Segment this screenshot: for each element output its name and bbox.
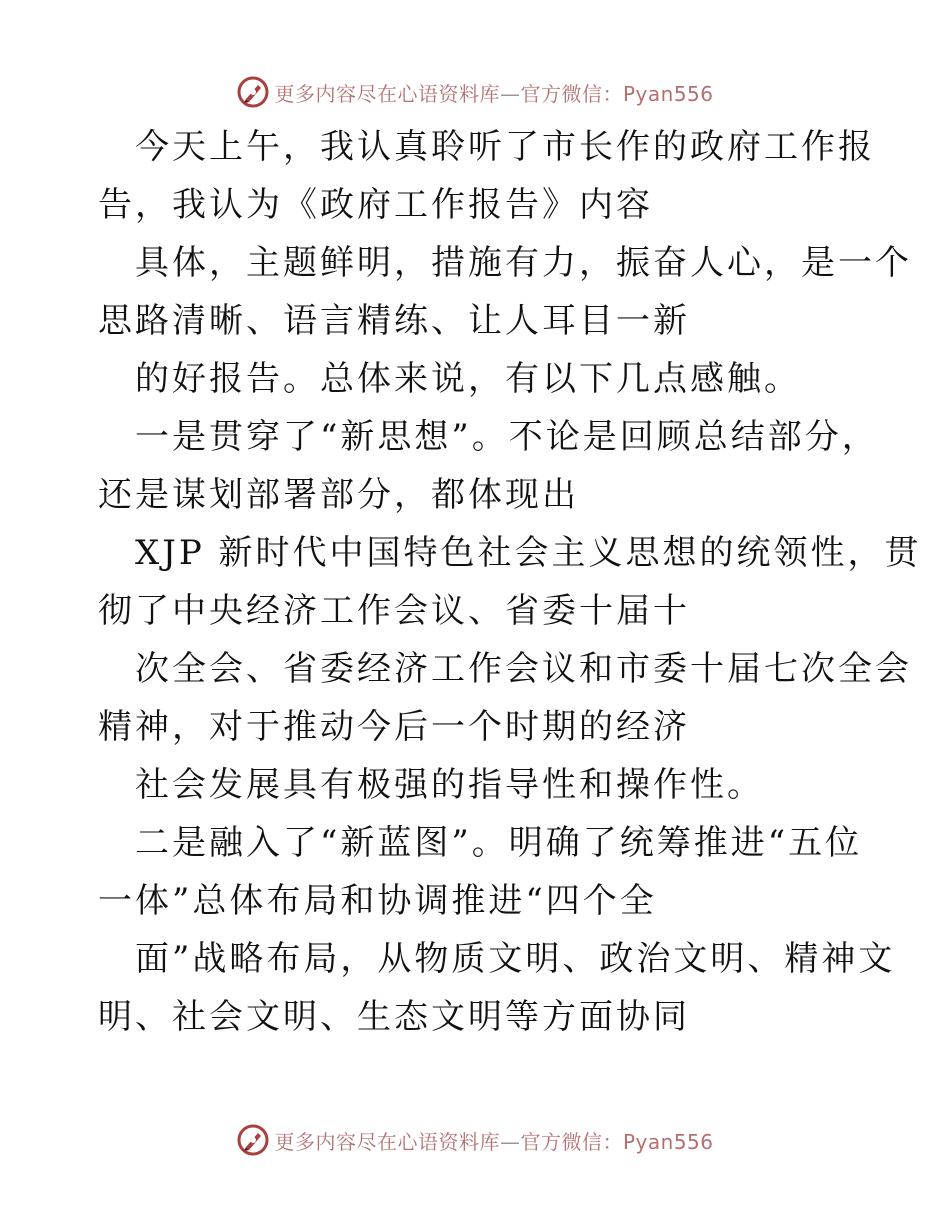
pen-logo-icon bbox=[236, 1123, 270, 1157]
paragraph-line: 明、社会文明、生态文明等方面协同 bbox=[98, 997, 690, 1037]
pen-logo-icon bbox=[236, 75, 270, 109]
paragraph bbox=[98, 408, 879, 524]
paragraph-line: 的好报告。总体来说，有以下几点感触。 bbox=[135, 359, 801, 399]
paragraph-line: 还是谋划部署部分，都体现出 bbox=[98, 475, 579, 515]
watermark-text: 更多内容尽在心语资料库—官方微信：Pyan556 bbox=[274, 81, 714, 106]
paragraph-line: 告，我认为《政府工作报告》内容 bbox=[98, 185, 653, 225]
document-body bbox=[98, 118, 922, 1046]
header-watermark bbox=[0, 72, 950, 112]
footer-watermark bbox=[0, 1120, 950, 1160]
paragraph bbox=[98, 350, 858, 408]
paragraph-line: 二是融入了“新蓝图”。明确了统筹推进“五位 bbox=[135, 823, 863, 863]
paragraph-line: 一是贯穿了“新思想”。不论是回顾总结部分， bbox=[135, 417, 879, 457]
paragraph-line: 次全会、省委经济工作会议和市委十届七次全会 bbox=[135, 649, 912, 689]
paragraph bbox=[98, 640, 912, 756]
paragraph bbox=[98, 524, 922, 640]
paragraph-line: 社会发展具有极强的指导性和操作性。 bbox=[135, 765, 764, 805]
watermark-text: 更多内容尽在心语资料库—官方微信：Pyan556 bbox=[274, 1129, 714, 1154]
paragraph bbox=[98, 118, 875, 234]
paragraph-line: XJP 新时代中国特色社会主义思想的统领性，贯 bbox=[135, 533, 922, 573]
paragraph-line: 精神，对于推动今后一个时期的经济 bbox=[98, 707, 690, 747]
paragraph bbox=[98, 756, 858, 814]
paragraph bbox=[98, 930, 896, 1046]
paragraph-line: 具体，主题鲜明，措施有力，振奋人心，是一个 bbox=[135, 243, 912, 283]
paragraph-line: 彻了中央经济工作会议、省委十届十 bbox=[98, 591, 690, 631]
paragraph-line: 一体”总体布局和协调推进“四个全 bbox=[98, 881, 657, 921]
paragraph-line: 思路清晰、语言精练、让人耳目一新 bbox=[98, 301, 690, 341]
paragraph-line: 面”战略布局，从物质文明、政治文明、精神文 bbox=[135, 939, 896, 979]
paragraph bbox=[98, 234, 912, 350]
paragraph bbox=[98, 814, 863, 930]
paragraph-line: 今天上午，我认真聆听了市长作的政府工作报 bbox=[135, 127, 875, 167]
